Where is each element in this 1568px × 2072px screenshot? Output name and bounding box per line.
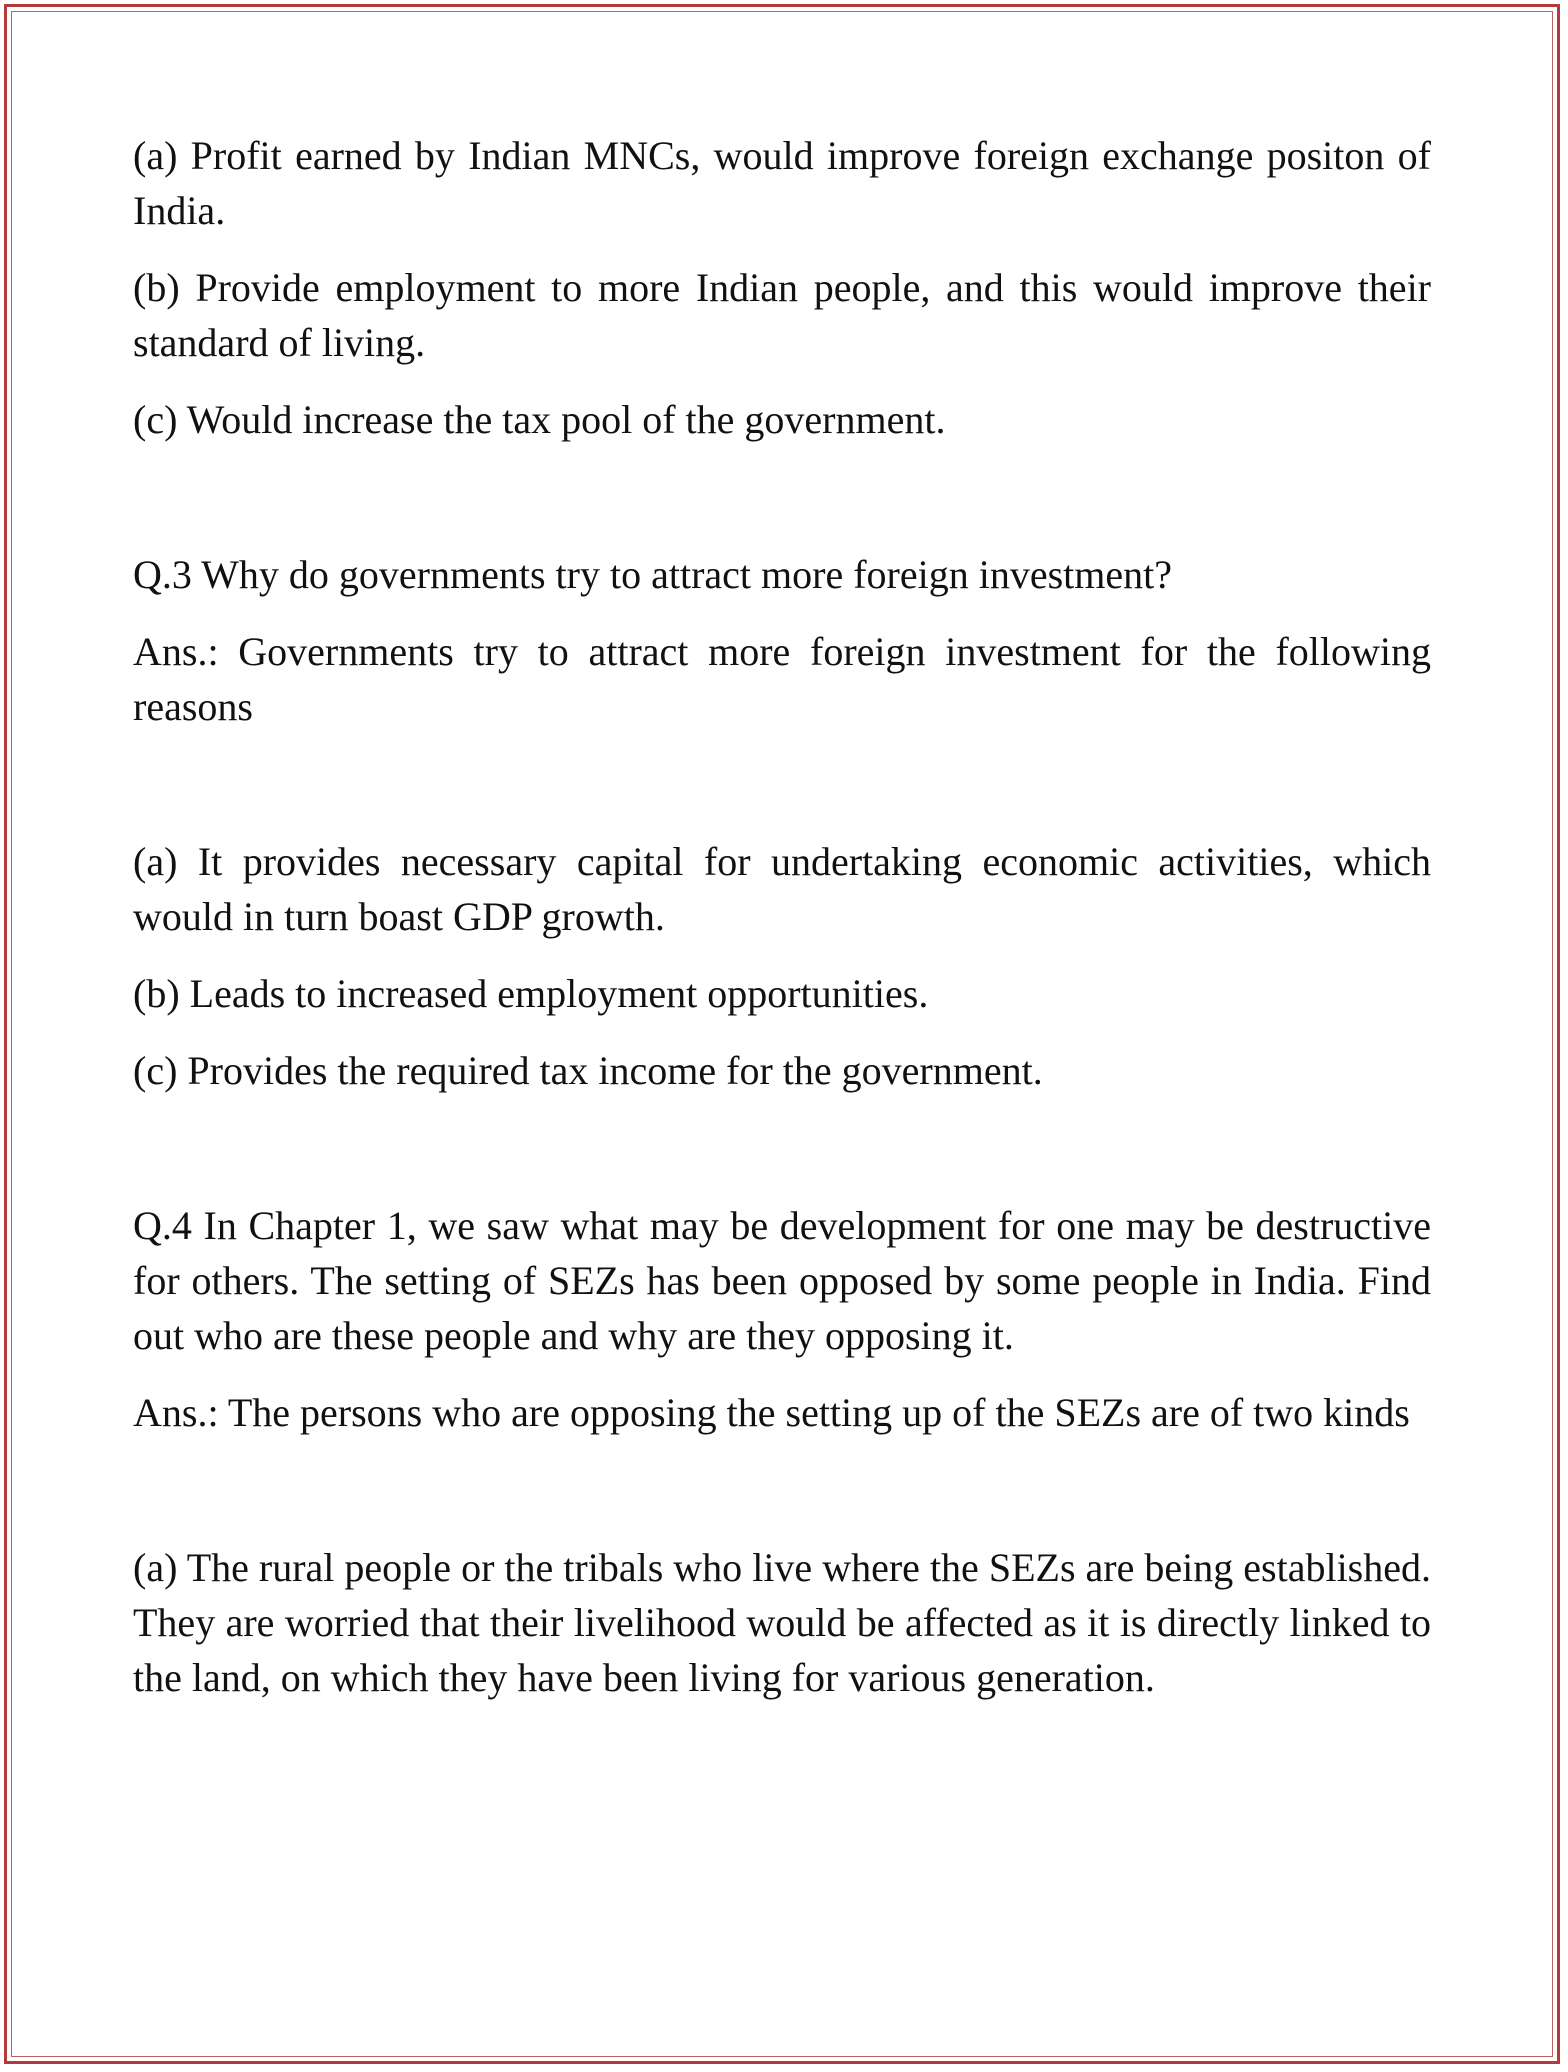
- benefit-a: (a) Profit earned by Indian MNCs, would improve foreign exchange positon of India.: [133, 133, 1431, 233]
- benefit-c: (c) Would increase the tax pool of the government.: [133, 397, 946, 442]
- answer-4-a: (a) The rural people or the tribals who live where the SEZs are being established. They are worried that their livelihood would be affected as it is directly linked to the land, on which they have been living for various generation.: [133, 1545, 1431, 1700]
- answer-3-c: (c) Provides the required tax income for the government.: [133, 1048, 1043, 1093]
- answer-4-intro: Ans.: The persons who are opposing the setting up of the SEZs are of two kinds: [133, 1390, 1410, 1435]
- answer-3-intro: Ans.: Governments try to attract more foreign investment for the following reasons: [133, 629, 1431, 729]
- question-4: Q.4 In Chapter 1, we saw what may be development for one may be destructive for others. The setting of SEZs has been opposed by some people in India. Find out who are these people and why are they opposing it.: [133, 1203, 1431, 1358]
- answer-3-b: (b) Leads to increased employment opportunities.: [133, 971, 929, 1016]
- answer-3-a: (a) It provides necessary capital for undertaking economic activities, which would in turn boast GDP growth.: [133, 839, 1431, 939]
- document-content: [133, 128, 1431, 1705]
- benefit-b: (b) Provide employment to more Indian people, and this would improve their standard of living.: [133, 265, 1431, 365]
- question-3: Q.3 Why do governments try to attract more foreign investment?: [133, 552, 1172, 597]
